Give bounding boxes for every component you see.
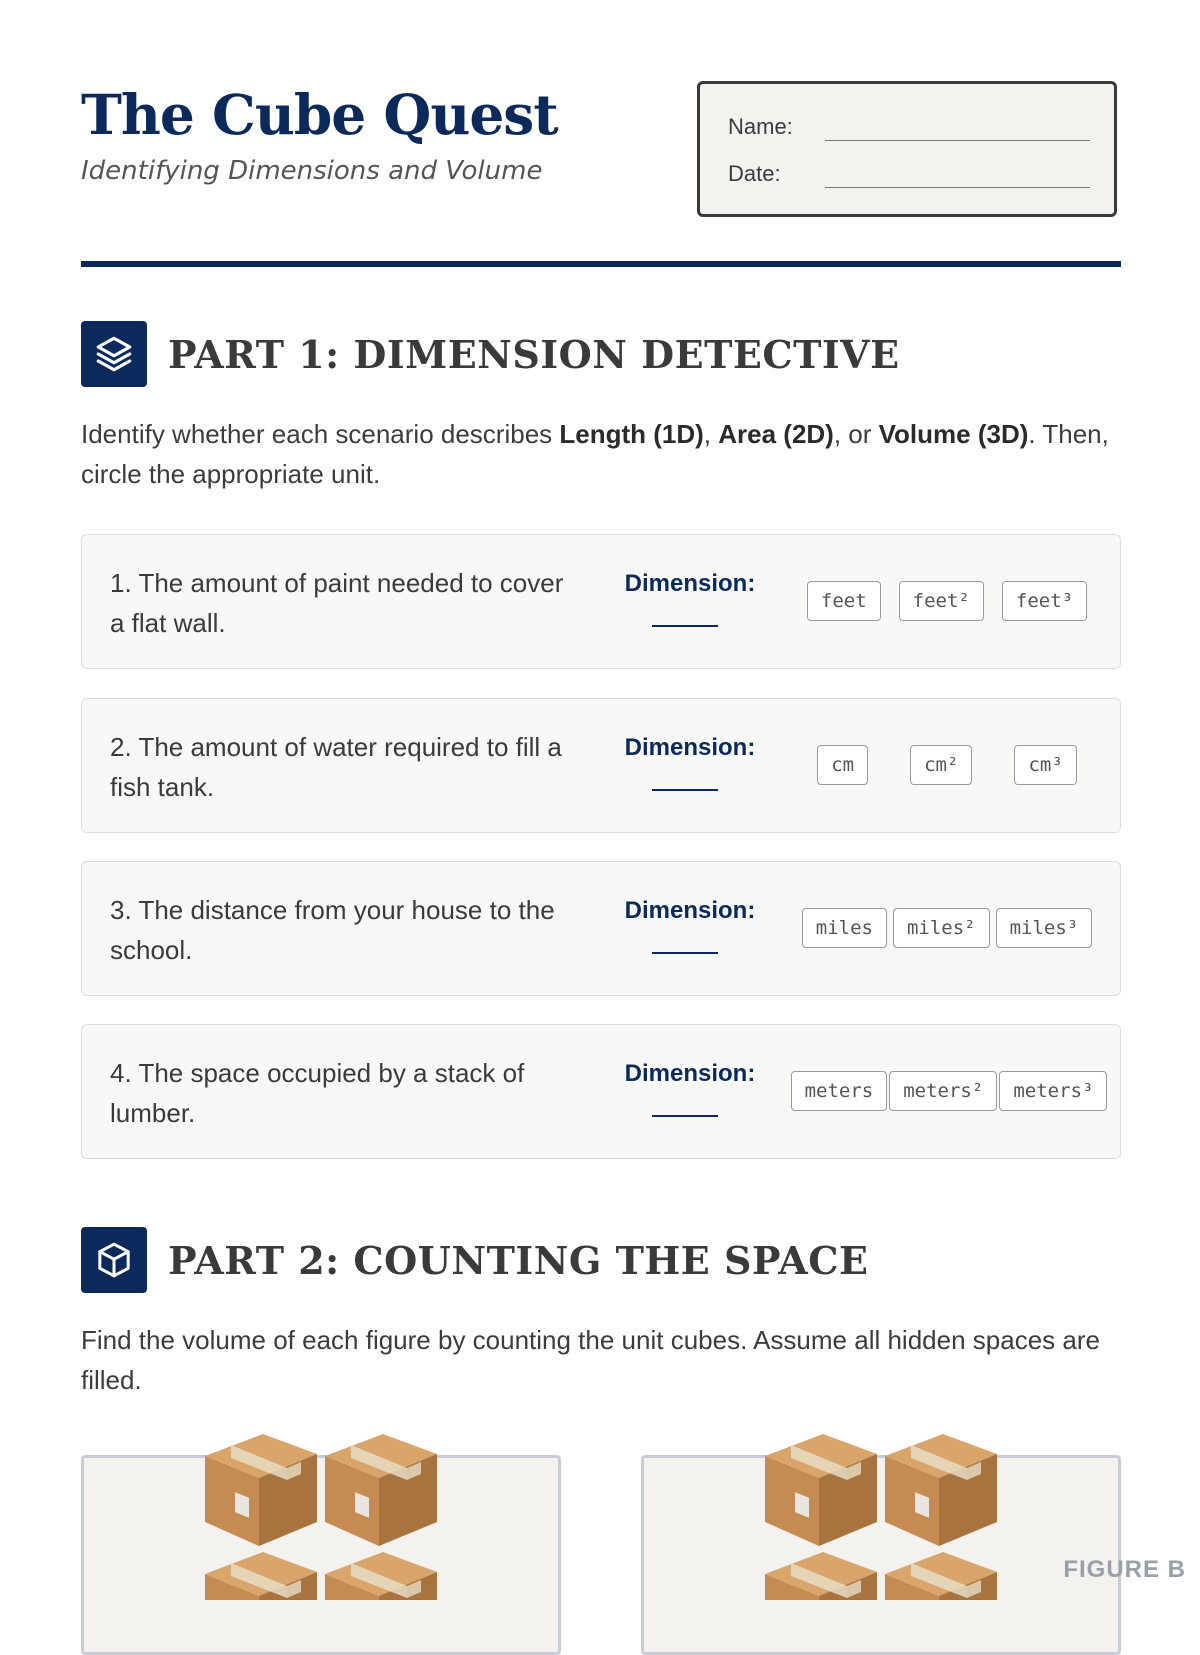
area-term: Area (2D) (718, 419, 834, 449)
unit-option[interactable]: meters² (889, 1071, 997, 1111)
unit-option[interactable]: cm² (910, 745, 972, 785)
instructions-text: . Then, circle the appropriate unit. (81, 419, 1109, 489)
unit-option[interactable]: feet (807, 581, 881, 621)
unit-option[interactable]: feet³ (1002, 581, 1087, 621)
name-label: Name: (728, 114, 793, 139)
unit-option[interactable]: meters³ (999, 1071, 1107, 1111)
question-card-1 (81, 534, 1121, 669)
layers-icon (81, 321, 147, 387)
page-title: The Cube Quest (81, 82, 558, 147)
worksheet-header (81, 0, 1121, 270)
dimension-label: Dimension: (624, 897, 756, 924)
dimension-label: Dimension: (624, 570, 756, 597)
figure-b-panel (641, 1455, 1121, 1655)
date-blank-line[interactable] (825, 187, 1090, 188)
question-text: 4. The space occupied by a stack of lumber. (110, 1058, 525, 1128)
unit-options (782, 908, 1112, 948)
question-text: 2. The amount of water required to fill a fish tank. (110, 732, 562, 802)
worksheet (81, 0, 1121, 1395)
instructions-text: Identify whether each scenario describes (81, 419, 560, 449)
figure-b-label: FIGURE B (1063, 1556, 1186, 1583)
unit-options (782, 745, 1112, 785)
instructions-separator: , or (833, 419, 879, 449)
figure-a-panel (81, 1455, 561, 1655)
unit-options (782, 581, 1112, 621)
name-field (728, 114, 793, 140)
name-blank-line[interactable] (825, 140, 1090, 141)
question-card-2 (81, 698, 1121, 833)
header-divider (81, 261, 1121, 267)
instructions-separator: , (703, 419, 719, 449)
question-card-4 (81, 1024, 1121, 1159)
length-term: Length (1D) (559, 419, 704, 449)
dimension-answer-blank[interactable] (652, 952, 718, 954)
dimension-answer-blank[interactable] (652, 1115, 718, 1117)
part1-instructions (81, 414, 1121, 494)
dimension-label: Dimension: (624, 734, 756, 761)
unit-option[interactable]: cm³ (1014, 745, 1076, 785)
part2-title: PART 2: COUNTING THE SPACE (168, 1237, 869, 1283)
unit-option[interactable]: miles³ (996, 908, 1093, 948)
part1-title: PART 1: DIMENSION DETECTIVE (168, 331, 900, 377)
volume-term: Volume (3D) (878, 419, 1029, 449)
question-text: 1. The amount of paint needed to cover a flat wall. (110, 568, 564, 638)
question-text: 3. The distance from your house to the school. (110, 895, 555, 965)
unit-options (782, 1071, 1116, 1111)
unit-option[interactable]: miles² (893, 908, 990, 948)
name-date-box (697, 81, 1117, 217)
part1-heading (81, 321, 900, 387)
dimension-answer-blank[interactable] (652, 625, 718, 627)
date-field (728, 161, 781, 187)
part2-instructions: Find the volume of each figure by counting the unit cubes. Assume all hidden spaces are filled. (81, 1325, 1100, 1395)
unit-option[interactable]: cm (817, 745, 868, 785)
unit-option[interactable]: meters (791, 1071, 888, 1111)
part2-heading (81, 1227, 868, 1293)
unit-option[interactable]: miles (802, 908, 887, 948)
dimension-answer-blank[interactable] (652, 789, 718, 791)
cube-icon (81, 1227, 147, 1293)
unit-option[interactable]: feet² (899, 581, 984, 621)
question-card-3 (81, 861, 1121, 996)
page-subtitle: Identifying Dimensions and Volume (81, 156, 543, 186)
dimension-label: Dimension: (624, 1060, 756, 1087)
date-label: Date: (728, 161, 781, 186)
